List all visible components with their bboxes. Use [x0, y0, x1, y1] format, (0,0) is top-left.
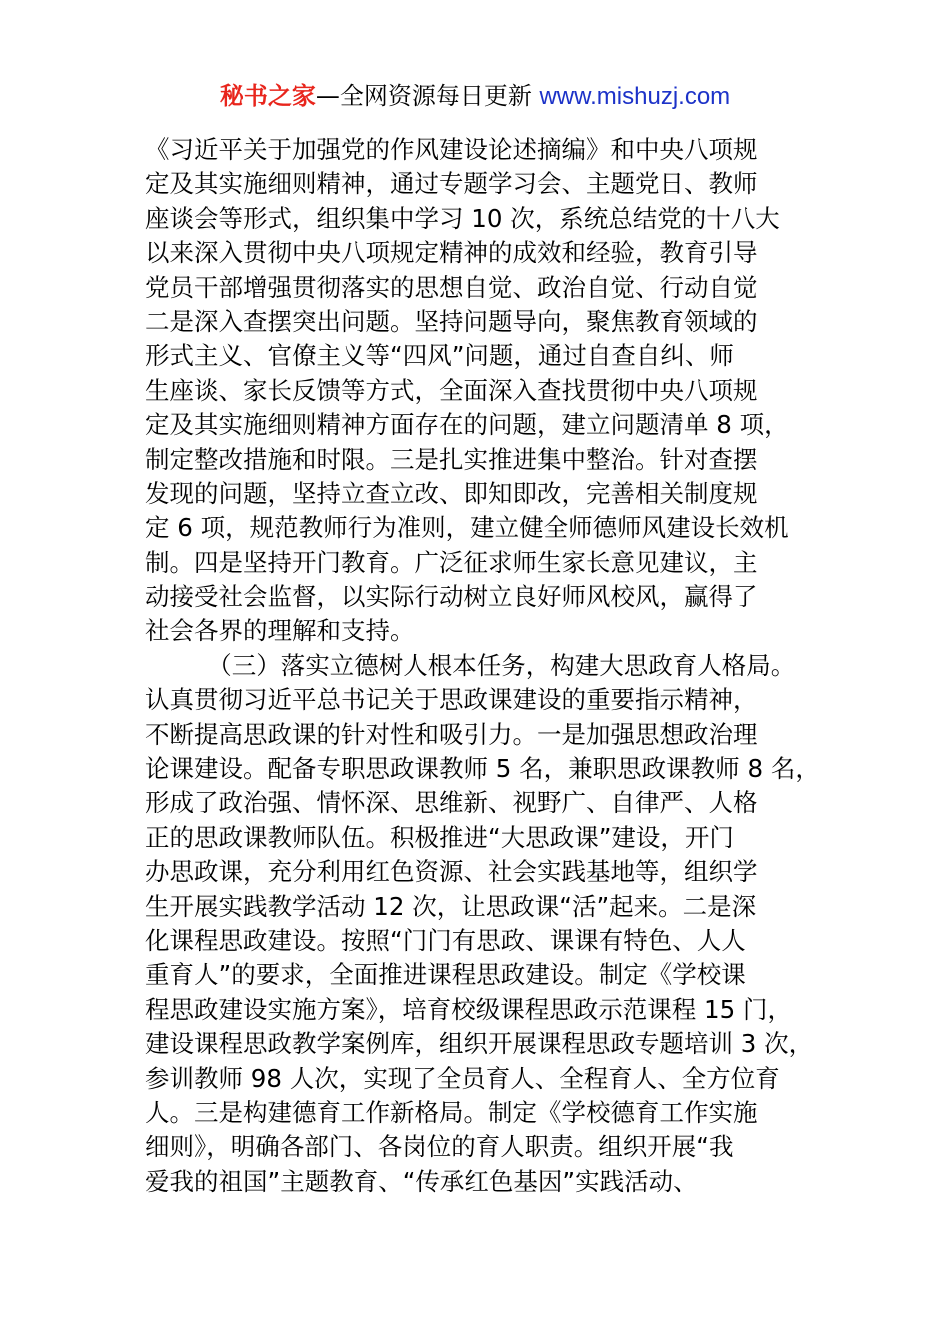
text-line: 重育人”的要求，全面推进课程思政建设。制定《学校课: [145, 960, 746, 990]
text-line: 制。四是坚持开门教育。广泛征求师生家长意见建议，主: [145, 547, 758, 577]
text-line: 《习近平关于加强党的作风建设论述摘编》和中央八项规: [145, 135, 758, 164]
text-line: 党员干部增强贯彻落实的思想自觉、政治自觉、行动自觉: [145, 272, 758, 302]
text-line: （三）落实立德树人根本任务，构建大思政育人格局。: [145, 650, 796, 680]
header-tagline: —全网资源每日更新: [315, 82, 540, 110]
text-line: 参训教师 98 人次，实现了全员育人、全程育人、全方位育: [145, 1063, 780, 1093]
text-line: 办思政课，充分利用红色资源、社会实践基地等，组织学: [145, 857, 758, 887]
text-line: 定及其实施细则精神方面存在的问题，建立问题清单 8 项，: [145, 410, 789, 440]
website-link[interactable]: www.mishuzj.com: [539, 83, 731, 110]
text-line: 制定整改措施和时限。三是扎实推进集中整治。针对查摆: [145, 444, 758, 474]
text-line: 化课程思政建设。按照“门门有思政、课课有特色、人人: [145, 925, 746, 955]
text-line: 座谈会等形式，组织集中学习 10 次，系统总结党的十八大: [145, 203, 780, 233]
text-line: 形成了政治强、情怀深、思维新、视野广、自律严、人格: [145, 788, 758, 818]
text-line: 正的思政课教师队伍。积极推进“大思政课”建设，开门: [145, 822, 734, 852]
text-line: 爱我的祖国”主题教育、“传承红色基因”实践活动、: [145, 1166, 698, 1196]
text-line: 生开展实践教学活动 12 次，让思政课“活”起来。二是深: [145, 891, 757, 921]
text-line: 人。三是构建德育工作新格局。制定《学校德育工作实施: [145, 1097, 758, 1127]
text-line: 以来深入贯彻中央八项规定精神的成效和经验，教育引导: [145, 238, 758, 268]
brand-name: 秘书之家: [219, 82, 316, 110]
text-line: 定及其实施细则精神，通过专题学习会、主题党日、教师: [145, 169, 758, 199]
text-line: 形式主义、官僚主义等“四风”问题，通过自查自纠、师: [145, 341, 734, 371]
text-line: 程思政建设实施方案》，培育校级课程思政示范课程 15 门，: [145, 994, 792, 1024]
text-line: 生座谈、家长反馈等方式，全面深入查找贯彻中央八项规: [145, 375, 758, 405]
document-body: [145, 133, 835, 1199]
text-line: 定 6 项，规范教师行为准则，建立健全师德师风建设长效机: [145, 513, 789, 543]
text-line: 二是深入查摆突出问题。坚持问题导向，聚焦教育领域的: [145, 306, 758, 336]
text-line: 不断提高思政课的针对性和吸引力。一是加强思想政治理: [145, 719, 758, 749]
page-header: [0, 80, 950, 113]
text-line: 发现的问题，坚持立查立改、即知即改，完善相关制度规: [145, 478, 758, 508]
text-line: 建设课程思政教学案例库，组织开展课程思政专题培训 3 次，: [145, 1029, 814, 1059]
text-line: 认真贯彻习近平总书记关于思政课建设的重要指示精神，: [145, 685, 758, 715]
text-line: 社会各界的理解和支持。: [145, 616, 415, 646]
text-line: 细则》，明确各部门、各岗位的育人职责。组织开展“我: [145, 1132, 734, 1162]
text-line: 动接受社会监督，以实际行动树立良好师风校风，赢得了: [145, 582, 758, 612]
text-line: 论课建设。配备专职思政课教师 5 名，兼职思政课教师 8 名，: [145, 754, 820, 784]
